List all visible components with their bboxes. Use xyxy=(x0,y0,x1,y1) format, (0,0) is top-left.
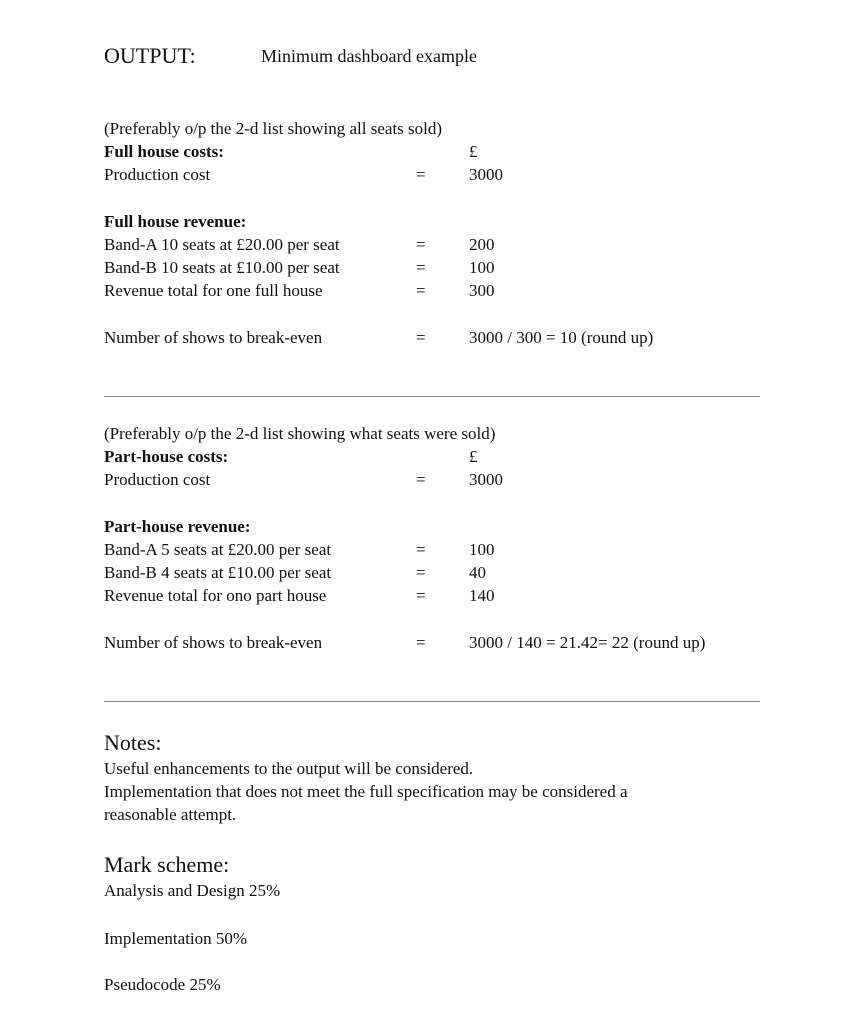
full-house-note: (Preferably o/p the 2-d list showing all seats sold) xyxy=(104,119,443,138)
part-house-costs-heading: Part-house costs: xyxy=(104,447,229,466)
page-subtitle: Minimum dashboard example xyxy=(261,46,477,66)
mark-scheme-heading: Mark scheme: xyxy=(104,852,230,877)
part-house-band-b-equals: = xyxy=(416,563,426,582)
full-house-band-a-equals: = xyxy=(416,235,426,254)
full-house-production-cost-label: Production cost xyxy=(104,165,211,184)
notes-heading: Notes: xyxy=(104,730,162,755)
full-house-band-a-label: Band-A 10 seats at £20.00 per seat xyxy=(104,235,340,254)
full-house-breakeven-equals: = xyxy=(416,328,426,347)
part-house-band-b-value: 40 xyxy=(469,563,486,582)
part-house-production-cost-equals: = xyxy=(416,470,426,489)
part-house-revenue-heading: Part-house revenue: xyxy=(104,517,251,536)
full-house-total-value: 300 xyxy=(469,281,495,300)
full-house-revenue-heading: Full house revenue: xyxy=(104,212,247,231)
part-house-band-a-value: 100 xyxy=(469,540,495,559)
part-house-breakeven-equals: = xyxy=(416,633,426,652)
full-house-currency-symbol: £ xyxy=(469,142,478,161)
full-house-breakeven-value: 3000 / 300 = 10 (round up) xyxy=(469,328,654,347)
mark-scheme-item-analysis: Analysis and Design 25% xyxy=(104,881,281,900)
mark-scheme-item-pseudocode: Pseudocode 25% xyxy=(104,975,221,994)
section-divider-2 xyxy=(104,701,760,702)
full-house-band-a-value: 200 xyxy=(469,235,495,254)
notes-line-2: Implementation that does not meet the full specification may be considered a xyxy=(104,782,628,801)
full-house-band-b-label: Band-B 10 seats at £10.00 per seat xyxy=(104,258,340,277)
part-house-band-b-label: Band-B 4 seats at £10.00 per seat xyxy=(104,563,332,582)
full-house-band-b-value: 100 xyxy=(469,258,495,277)
part-house-total-value: 140 xyxy=(469,586,495,605)
notes-line-3: reasonable attempt. xyxy=(104,805,237,824)
part-house-total-equals: = xyxy=(416,586,426,605)
part-house-production-cost-label: Production cost xyxy=(104,470,211,489)
part-house-currency-symbol: £ xyxy=(469,447,478,466)
part-house-breakeven-value: 3000 / 140 = 21.42= 22 (round up) xyxy=(469,633,706,652)
part-house-note: (Preferably o/p the 2-d list showing what seats were sold) xyxy=(104,424,496,443)
part-house-total-label: Revenue total for ono part house xyxy=(104,586,327,605)
notes-line-1: Useful enhancements to the output will be considered. xyxy=(104,759,474,778)
full-house-total-label: Revenue total for one full house xyxy=(104,281,323,300)
output-label: OUTPUT: xyxy=(104,43,196,68)
full-house-breakeven-label: Number of shows to break-even xyxy=(104,328,323,347)
full-house-production-cost-value: 3000 xyxy=(469,165,503,184)
full-house-band-b-equals: = xyxy=(416,258,426,277)
part-house-band-a-equals: = xyxy=(416,540,426,559)
part-house-production-cost-value: 3000 xyxy=(469,470,503,489)
section-divider-1 xyxy=(104,396,760,397)
part-house-band-a-label: Band-A 5 seats at £20.00 per seat xyxy=(104,540,332,559)
mark-scheme-item-implementation: Implementation 50% xyxy=(104,929,248,948)
part-house-breakeven-label: Number of shows to break-even xyxy=(104,633,323,652)
full-house-total-equals: = xyxy=(416,281,426,300)
full-house-costs-heading: Full house costs: xyxy=(104,142,224,161)
full-house-production-cost-equals: = xyxy=(416,165,426,184)
